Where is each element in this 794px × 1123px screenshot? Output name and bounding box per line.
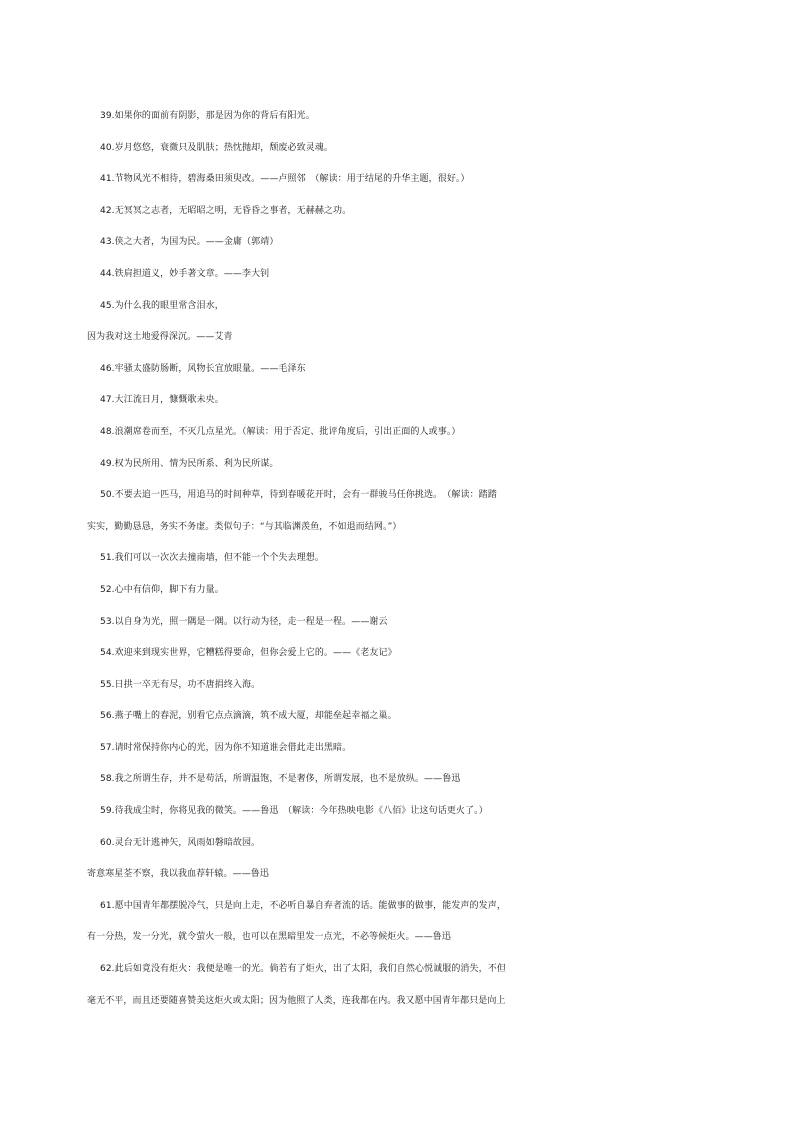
quote-45-continued: 因为我对这土地爱得深沉。——艾青 [87,332,233,343]
quote-59: 59.待我成尘时，你将见我的微笑。——鲁迅 （解读：今年热映电影《八佰》让这句话更火了。） [100,806,488,817]
quote-60: 60.灵台无计逃神矢，风雨如磐暗故园。 [100,837,261,848]
quote-50-continued: 实实，勤勤恳恳，务实不务虚。类似句子：“与其临渊羡鱼，不如退而结网。”） [87,521,402,532]
quote-62-continued: 毫无不平，而且还要随喜赞美这炬火或太阳；因为他照了人类，连我都在内。我又愿中国青年都只是向上 [87,995,506,1006]
quote-45: 45.为什么我的眼里常含泪水， [100,300,224,311]
quote-42: 42.无冥冥之志者，无昭昭之明，无昏昏之事者，无赫赫之功。 [100,205,352,216]
quote-56: 56.燕子嘴上的春泥，别看它点点滴滴，筑不成大厦，却能垒起幸福之巢。 [100,711,397,722]
quote-62: 62.此后如竟没有炬火：我便是唯一的光。倘若有了炬火，出了太阳，我们自然心悦诚服的消失，不但 [100,964,506,975]
quote-54: 54.欢迎来到现实世界，它糟糕得要命，但你会爱上它的。——《老友记》 [100,648,397,659]
quote-46: 46.牢骚太盛防肠断，风物长宜放眼量。——毛泽东 [100,363,306,374]
quote-55: 55.日拱一卒无有尽，功不唐捐终入海。 [100,679,261,690]
quote-list [0,101,794,1017]
quote-60-continued: 寄意寒星荃不察，我以我血荐轩辕。——鲁迅 [87,869,270,880]
quote-48: 48.浪潮席卷而至，不灭几点星光。（解读：用于否定、批评角度后，引出正面的人或事。） [100,426,461,437]
quote-50: 50.不要去追一匹马，用追马的时间种草，待到春暖花开时，会有一群骏马任你挑选。 （解读：踏踏 [100,490,497,501]
quote-58: 58.我之所谓生存，并不是苟活，所谓温饱，不是奢侈，所谓发展，也不是放纵。——鲁迅 [100,774,461,785]
quote-61-continued: 有一分热，发一分光，就令萤火一般，也可以在黑暗里发一点光，不必等候炬火。——鲁迅 [87,932,452,943]
quote-40: 40.岁月悠悠，衰微只及肌肤；热忱抛却，颓废必致灵魂。 [100,142,334,153]
quote-43: 43.侠之大者，为国为民。——金庸（郭靖） [100,237,279,248]
quote-61: 61.愿中国青年都摆脱冷气，只是向上走，不必听自暴自弃者流的话。能做事的做事，能发声的发声， [100,900,506,911]
quote-51: 51.我们可以一次次去撞南墙，但不能一个个失去理想。 [100,553,324,564]
quote-39: 39.如果你的面前有阴影，那是因为你的背后有阳光。 [100,111,315,121]
quote-57: 57.请时常保持你内心的光，因为你不知道谁会借此走出黑暗。 [100,742,352,753]
quote-53: 53.以自身为光，照一隅是一隅。以行动为径，走一程是一程。——谢云 [100,616,388,627]
quote-41: 41.节物风光不相待，碧海桑田须臾改。——卢照邻 （解读：用于结尾的升华主题，很好。） [100,174,470,185]
quote-49: 49.权为民所用、情为民所系、利为民所谋。 [100,458,279,469]
quote-47: 47.大江流日月，慷慨歌未央。 [100,395,224,406]
quote-44: 44.铁肩担道义，妙手著文章。——李大钊 [100,268,270,279]
quote-52: 52.心中有信仰，脚下有力量。 [100,584,224,595]
